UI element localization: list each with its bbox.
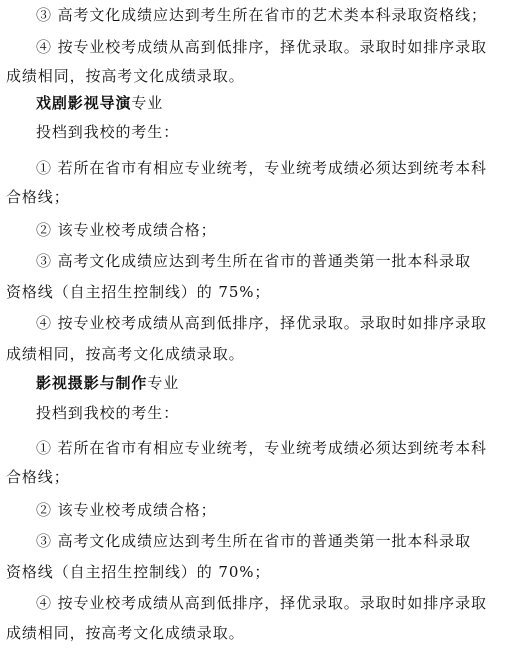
paragraph-line: ③ 高考文化成绩应达到考生所在省市的普通类第一批本科录取 (36, 252, 471, 270)
paragraph-line: ① 若所在省市有相应专业统考，专业统考成绩必须达到统考本科 (36, 439, 487, 457)
paragraph-line: ② 该专业校考成绩合格； (36, 501, 217, 519)
paragraph-line: ① 若所在省市有相应专业统考，专业统考成绩必须达到统考本科 (36, 159, 487, 177)
section-heading-suffix: 专业 (147, 374, 180, 392)
paragraph-line: 成绩相同，按高考文化成绩录取。 (6, 67, 245, 85)
paragraph-line: 成绩相同，按高考文化成绩录取。 (6, 345, 245, 363)
paragraph-line: 资格线（自主招生控制线）的 75%； (6, 283, 271, 301)
section-heading (0, 89, 527, 118)
paragraph-line: ② 该专业校考成绩合格； (36, 221, 217, 239)
paragraph-line: 合格线； (6, 468, 70, 486)
paragraph-line: 成绩相同，按高考文化成绩录取。 (6, 624, 245, 642)
paragraph-line: ④ 按专业校考成绩从高到低排序，择优录取。录取时如排序录取 (36, 38, 487, 56)
section-heading-name: 戏剧影视导演 (36, 94, 132, 112)
paragraph-line: ③ 高考文化成绩应达到考生所在省市的普通类第一批本科录取 (36, 532, 471, 550)
paragraph-line: 合格线； (6, 188, 70, 206)
paragraph-line: ③ 高考文化成绩应达到考生所在省市的艺术类本科录取资格线； (36, 6, 487, 24)
paragraph-line: ④ 按专业校考成绩从高到低排序，择优录取。录取时如排序录取 (36, 594, 487, 612)
paragraph-line: ④ 按专业校考成绩从高到低排序，择优录取。录取时如排序录取 (36, 314, 487, 332)
paragraph-line: 投档到我校的考生： (36, 404, 180, 422)
section-heading-name: 影视摄影与制作 (36, 374, 148, 392)
section-heading (0, 369, 527, 398)
paragraph-line: 投档到我校的考生： (36, 123, 180, 141)
section-heading-suffix: 专业 (131, 94, 164, 112)
paragraph-line: 资格线（自主招生控制线）的 70%； (6, 563, 271, 581)
